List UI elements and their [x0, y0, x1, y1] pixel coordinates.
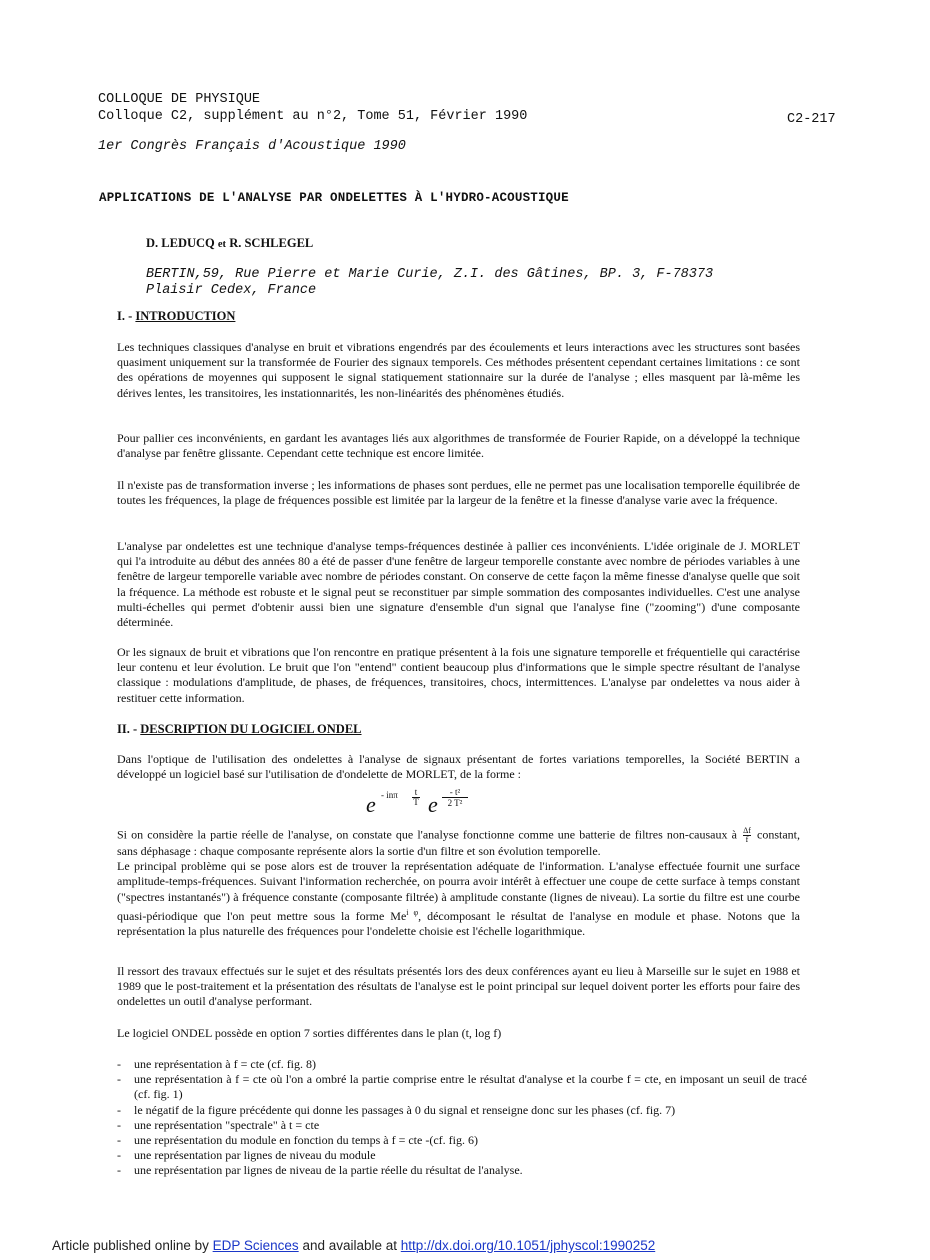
intro-paragraph-5: Or les signaux de bruit et vibrations que l'on rencontre en pratique présentent à la fois une signature temporelle et fréquentielle qui caractérise leur contenu et leur évolution. Le bruit que l'on "entend" contient beaucoup plus d'informations que le simple spectre résultant de l'analyse classique : modulations d'amplitude, de phases, de fréquences, transitoires, chocs, intermittences. L'analyse par ondelettes va nous aider à restituer cette information.	[117, 645, 800, 705]
description-filter-paragraph: Si on considère la partie réelle de l'analyse, on constate que l'analyse fonctionne comme une batterie de filtres non-causaux à $\frac{\Delta f}{f}$ constant, sans déphasage : chaque composante représente alors la sortie d'un filtre et son évolution temporelle. Le principal problème qui se pose alors est de trouver la représentation adéquate de l'information. L'analyse effectuée fournit une surface amplitude-temps-fréquences. Suivant l'information recherchée, on pourra avoir intérêt à effectuer une coupe de cette surface à temps constant ("spectres instantanés") à fréquence constante (composante filtrée) à amplitude constante (lignes de niveau). La sortie du filtre est une courbe quasi-périodique que l'on peut mettre sous la forme $Me^{i \varphi}$, décomposant le résultat de l'analyse en module et phase. Notons que la représentation la plus naturelle des fréquences pour l'ondelette choisie est l'échelle logarithmique.	[117, 826, 801, 939]
footer-prefix: Article published online by	[52, 1238, 209, 1253]
page-code: C2-217	[787, 112, 836, 127]
description-intro: Dans l'optique de l'utilisation des ondelettes à l'analyse de signaux présentant de fortes variations temporelles, la Société BERTIN a développé un logiciel basé sur l'utilisation de d'ondelette de MORLET, de la forme :	[117, 752, 800, 782]
section-title: DESCRIPTION DU LOGICIEL ONDEL	[140, 722, 362, 736]
intro-paragraph-4: L'analyse par ondelettes est une technique d'analyse temps-fréquences destinée à pallier ces inconvénients. L'idée originale de J. MORLET qui l'a introduite au début des années 80 a été de passer d'une fenêtre de largeur temporelle constante avec nombre de périodes variables à une fenêtre de largeur temporelle variable avec nombre de périodes constant. On conserve de cette façon la même finesse d'analyse quelle que soit la fréquence. La méthode est robuste et le signal peut se reconstituer par simple sommation des composantes individuelles. C'est une analyse multi-échelles qui permet d'obtenir aussi bien une signature d'ensemble d'un signal que l'analyse fine ("zooming") d'une composante déterminée.	[117, 539, 800, 630]
list-item: - une représentation du module en fonction du temps à f = cte -(cf. fig. 6)	[117, 1133, 478, 1148]
section-number: I. -	[117, 309, 133, 323]
journal-name: COLLOQUE DE PHYSIQUE	[98, 92, 261, 107]
affiliation-line-2: Plaisir Cedex, France	[146, 283, 317, 298]
description-options-paragraph: Le logiciel ONDEL possède en option 7 sorties différentes dans le plan (t, log f)	[117, 1026, 502, 1040]
article-title: APPLICATIONS DE L'ANALYSE PAR ONDELETTES À L'HYDRO-ACOUSTIQUE	[99, 191, 569, 205]
formula-base-e2: e	[428, 792, 438, 817]
list-item: - le négatif de la figure précédente qui donne les passages à 0 du signal et renseigne donc sur les phases (cf. fig. 7)	[117, 1102, 676, 1117]
list-item: - une représentation à f = cte (cf. fig. 8)	[117, 1057, 317, 1071]
section-heading-description	[117, 722, 362, 737]
authors	[146, 236, 313, 251]
intro-paragraph-2: Pour pallier ces inconvénients, en gardant les avantages liés aux algorithmes de transformée de Fourier Rapide, on a développé la technique d'analyse par fenêtre glissante. Cependant cette technique est encore limitée.	[117, 431, 800, 461]
list-item: - une représentation "spectrale" à t = cte	[117, 1117, 320, 1132]
intro-paragraph-3: Il n'existe pas de transformation inverse ; les informations de phases sont perdues, elle ne permet pas une localisation temporelle équilibrée de toutes les fréquences, la plage de fréquences possible est limitée par la largeur de la fenêtre et la finesse d'analyse varie avec la fréquence.	[117, 478, 800, 508]
section-heading-introduction	[117, 309, 235, 324]
formula-base-e: e	[366, 792, 376, 817]
description-marseille-paragraph: Il ressort des travaux effectués sur le sujet et des résultats présentés lors des deux conférences ayant eu lieu à Marseille sur le sujet en 1988 et 1989 que le post-traitement et la présentation des résultats de l'analyse est le point principal sur lequel doivent porter les efforts pour faire des ondelettes un outil d'analyse performant.	[117, 964, 800, 1009]
list-item: - une représentation à f = cte où l'on a ombré la partie comprise entre le résultat d'analyse et la courbe f = cte, en imposant un seuil de tracé (cf. fig. 1)	[117, 1072, 807, 1102]
publication-footer	[52, 1238, 655, 1253]
edp-sciences-link[interactable]: EDP Sciences	[212, 1238, 299, 1253]
morlet-formula	[366, 786, 486, 822]
list-item: - une représentation par lignes de niveau de la partie réelle du résultat de l'analyse.	[117, 1163, 523, 1178]
footer-middle: and available at	[302, 1238, 398, 1253]
author-leducq: D. LEDUCQ	[146, 236, 215, 250]
delta-f-fraction: $\frac{\Delta f}{f}$	[743, 826, 751, 844]
formula-exp1-fraction: t T	[413, 787, 419, 807]
intro-paragraph-1: Les techniques classiques d'analyse en bruit et vibrations engendrés par des écoulements et leurs interactions avec les structures sont basées quasiment uniquement sur la transformée de Fourier des signaux temporels. Ces méthodes présentent cependant certaines limitations : ce sont des opérations de moyennes qui supposent le signal statiquement stationnaire sur la durée de l'analyse ; elles masquent par là-même les dérives lentes, les transitoires, les instationnarités, les non-linéarités des phénomènes étudiés.	[117, 340, 800, 400]
formula-exp2-fraction: - t² 2 T²	[442, 787, 468, 808]
author-schlegel: R. SCHLEGEL	[229, 236, 314, 250]
output-options-list	[117, 1057, 807, 1179]
formula-exp1: - inπ	[381, 790, 398, 800]
doi-link[interactable]: http://dx.doi.org/10.1051/jphyscol:1990252	[400, 1238, 656, 1253]
section-number: II. -	[117, 722, 138, 736]
affiliation-line-1: BERTIN,59, Rue Pierre et Marie Curie, Z.I. des Gâtines, BP. 3, F-78373	[146, 267, 714, 282]
journal-issue: Colloque C2, supplément au n°2, Tome 51, Février 1990	[98, 109, 528, 124]
list-item: - une représentation par lignes de niveau du module	[117, 1148, 376, 1163]
author-separator: et	[217, 239, 227, 250]
congress-name: 1er Congrès Français d'Acoustique 1990	[98, 139, 406, 154]
section-title: INTRODUCTION	[135, 309, 236, 323]
